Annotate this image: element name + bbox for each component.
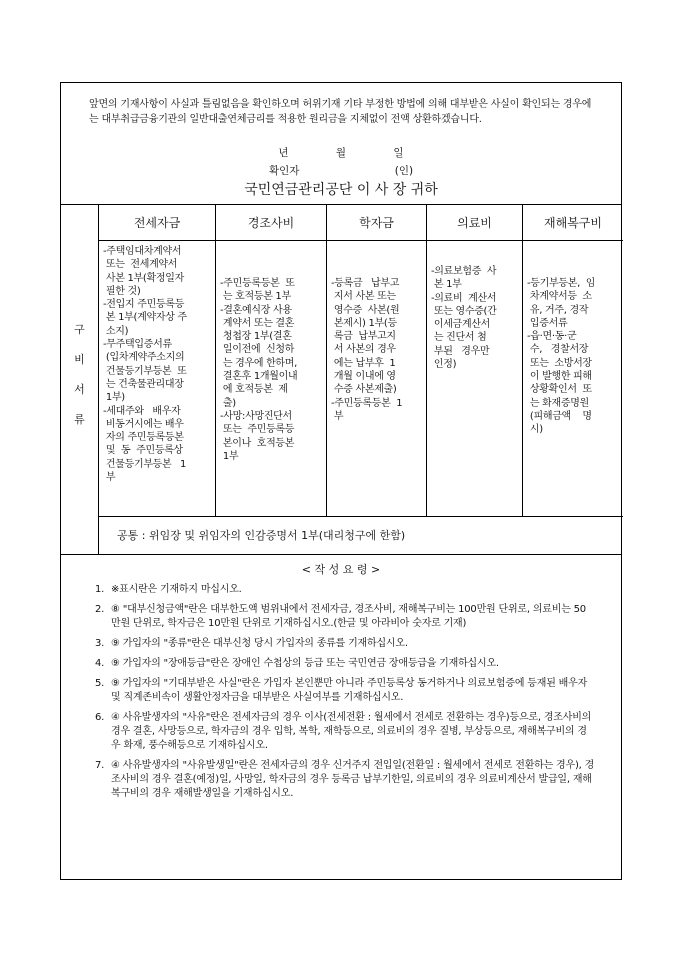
document-list-text: -주민등록등본 또 는 호적등본 1부 -결혼예식장 사용 계약서 또는 결혼 청첩장 1부(결혼 일이전에 신청하 는 경우에 한하며, 결혼후 1개월이내 에 호적등본 제 출) -사망:사망진단서 또는 주민등록등 본이나 호적등본 1부 (220, 278, 298, 462)
guide-item (95, 657, 595, 671)
addressee: 국민연금관리공단 이 사 장 귀하 (244, 182, 438, 198)
required-documents-table (61, 205, 621, 555)
guide-item (95, 711, 595, 753)
guide-item-text: ※표시란은 기재하지 마십시오. (111, 584, 242, 595)
confirmer-label: 확인자 (268, 165, 300, 177)
guide-item-number: 4. (95, 658, 105, 669)
guide-item-text: ⑨ 가입자의 "종류"란은 대부신청 당시 가입자의 종류를 기재하십시오. (111, 638, 408, 649)
column-header-gyeongjo: 경조사비 (216, 205, 327, 241)
column-header-uiryo: 의료비 (427, 205, 523, 241)
side-label-char: 류 (74, 413, 85, 426)
declaration-section (61, 83, 621, 205)
date-day-label: 일 (393, 147, 404, 159)
column-header-jeonse: 전세자금 (99, 205, 216, 241)
declaration-text: 앞면의 기재사항이 사실과 틀림없음을 확인하오며 허위기재 기타 부정한 방법에 의해 대부받은 사실이 확인되는 경우에는 대부취급금융기관의 일반대출연체금리를 적용한 원리금을 지체없이 전액 상환하겠습니다. (89, 99, 592, 125)
date-month-label: 월 (335, 147, 347, 159)
declaration-date (61, 145, 621, 160)
column-body-uiryo (427, 241, 523, 517)
side-label (61, 205, 99, 554)
writing-guide (61, 555, 621, 881)
guide-item-number: 7. (95, 760, 105, 771)
form-document (60, 82, 622, 880)
guide-list (95, 583, 595, 807)
guide-item (95, 637, 595, 651)
guide-item-number: 1. (95, 584, 105, 595)
document-list-text: -등기부등본, 임 차계약서등 소 유, 거주, 경작 입증서류 -읍·면·동·군 수, 경찰서장 또는 소방서장 이 발행한 피해 상황확인서 또 는 화재증명원 (피해금액 명 시) (527, 278, 596, 436)
guide-item-text: ⑨ 가입자의 "기대부받은 사실"란은 가입자 본인뿐만 아니라 주민등록상 동거하거나 의료보험증에 등재된 배우자 및 직계존비속이 생활안정자금을 대부받은 사실여부를 기재하십시오. (111, 678, 588, 703)
column-header-jaehae: 재해복구비 (523, 205, 623, 241)
column-body-jeonse (99, 241, 216, 517)
column-body-hakja (327, 241, 427, 517)
guide-item (95, 603, 595, 631)
guide-item (95, 677, 595, 705)
guide-item-number: 2. (95, 604, 105, 615)
guide-item (95, 583, 595, 597)
side-label-char: 비 (74, 353, 85, 366)
column-body-jaehae (523, 241, 623, 517)
side-label-char: 구 (74, 323, 85, 336)
document-list-text: -의료보험증 사 본 1부 -의료비 계산서 또는 영수증(간 이세금계산서 는 진단서 첨 부된 경우만 인정) (431, 266, 497, 371)
column-header-hakja: 학자금 (327, 205, 427, 241)
date-year-label: 년 (278, 147, 289, 159)
guide-item-text: ⑨ 가입자의 "장애등급"란은 장애인 수첩상의 등급 또는 국민연금 장애등급을 기재하십시오. (111, 658, 499, 669)
guide-item-text: ④ 사유발생자의 "사유발생일"란은 전세자금의 경우 신거주지 전입일(전환일 : 월세에서 전세로 전환하는 경우), 경조사비의 경우 결혼(예정)일, 사망일, 학자금의 경우 등록금 납부기한일, 의료비의 경우 의료비계산서 발급일, 재해복구비의 경우 재해발생일을 기재하십시오. (111, 760, 595, 799)
guide-item-text: ④ 사유발생자의 "사유"란은 전세자금의 경우 이사(전세전환 : 월세에서 전세로 전환하는 경우)등으로, 경조사비의 경우 결혼, 사망등으로, 학자금의 경우 입학, 복학, 재학등으로, 의료비의 경우 질병, 부상등으로, 재해복구비의 경우 화재, 풍수해등으로 기재하십시오. (111, 712, 592, 751)
side-label-char: 서 (74, 383, 85, 396)
guide-item-number: 6. (95, 712, 105, 723)
confirmer-line (61, 163, 621, 178)
guide-item (95, 759, 595, 801)
column-body-gyeongjo (216, 241, 327, 517)
document-list-text: -주택임대차계약서 또는 전세계약서 사본 1부(확정일자 필한 것) -전입지 주민등록등 본 1부(계약자상 주 소지) -무주택입증서류 (입차계약주소지의 건물등기부등본 또 는 건축물관리대장 1부) -세대주와 배우자 비동거시에는 배우 자의 주민등록등본 및 동 주민등록상 건물등기부등본 1 부 (103, 246, 187, 484)
common-documents-note: 공통 : 위임장 및 위임자의 인감증명서 1부(대리청구에 한함) (117, 529, 406, 542)
guide-title: < 작 성 요 령 > (301, 563, 381, 576)
document-list-text: -등록금 납부고 지서 사본 또는 영수증 사본(원 본제시) 1부(등 록금 납부고지 서 사본의 경우 에는 납부후 1 개월 이내에 영 수증 사본제출) -주민등록등본 1 부 (331, 278, 403, 422)
guide-item-text: ⑧ "대부신청금액"란은 대부한도액 범위내에서 전세자금, 경조사비, 재해복구비는 100만원 단위로, 의료비는 50만원 단위로, 학자금은 10만원 단위로 기재하십시오.(한글 및 아라비아 숫자로 기재) (111, 604, 586, 629)
guide-item-number: 5. (95, 678, 105, 689)
guide-item-number: 3. (95, 638, 105, 649)
seal-mark: (인) (394, 165, 414, 177)
